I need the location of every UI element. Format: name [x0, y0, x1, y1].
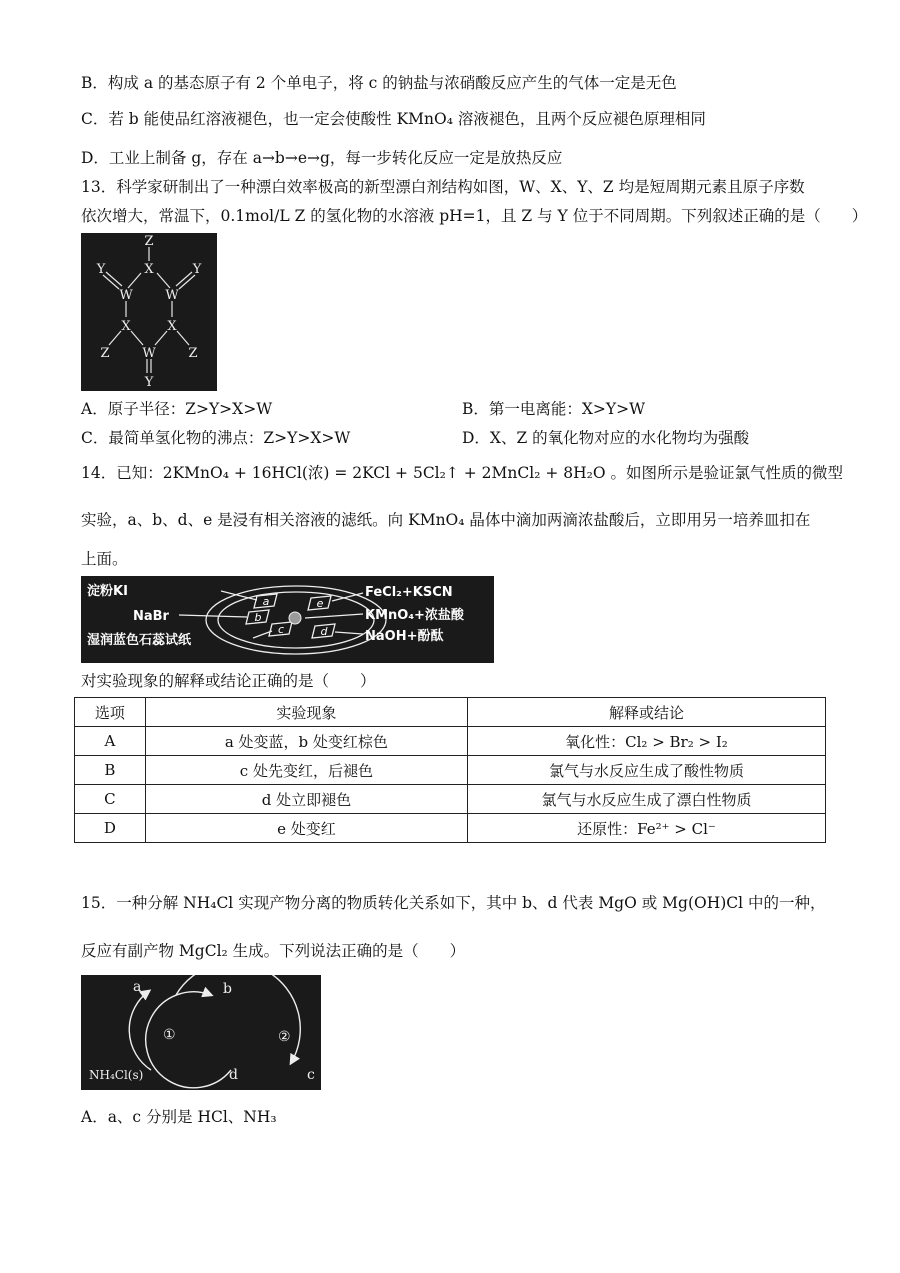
cycle-step2: ② — [278, 1029, 291, 1045]
table-cell: d 处立即褪色 — [145, 785, 467, 814]
q13-option-c: C．最简单氢化物的沸点：Z>Y>X>W — [81, 429, 351, 447]
cycle-c: c — [307, 1067, 315, 1083]
q14-question: 对实验现象的解释或结论正确的是（ ） — [81, 672, 376, 690]
atom-w-left: W — [119, 288, 133, 303]
table-cell: e 处变红 — [145, 814, 467, 843]
label-kmno4-hcl: KMnO₄+浓盐酸 — [365, 608, 464, 623]
table-cell: 还原性：Fe²⁺ > Cl⁻ — [467, 814, 825, 843]
q15-cycle-figure — [81, 975, 321, 1090]
table-cell: c 处先变红，后褪色 — [145, 756, 467, 785]
q14-stem-line1: 14．已知：2KMnO₄ + 16HCl(浓) = 2KCl + 5Cl₂↑ + 2MnCl₂ + 8H₂O 。如图所示是验证氯气性质的微型 — [81, 464, 843, 482]
table-row — [75, 727, 826, 756]
table-header-option: 选项 — [75, 698, 146, 727]
table-row — [75, 814, 826, 843]
q12-option-c: C．若 b 能使品红溶液褪色，也一定会使酸性 KMnO₄ 溶液褪色，且两个反应褪色原理相同 — [81, 110, 706, 128]
label-fecl2-kscn: FeCl₂+KSCN — [365, 585, 453, 600]
atom-x-top: X — [144, 262, 154, 277]
atom-w-right: W — [165, 288, 179, 303]
kmno4-crystal — [289, 612, 301, 624]
table-cell: C — [75, 785, 146, 814]
q15-cycle-svg — [81, 975, 321, 1090]
label-starch-ki: 淀粉KI — [87, 584, 128, 599]
q14-stem-line2: 实验，a、b、d、e 是浸有相关溶液的滤纸。向 KMnO₄ 晶体中滴加两滴浓盐酸后，立即用另一培养皿扣在 — [81, 511, 811, 529]
paper-a: a — [262, 595, 270, 608]
q13-stem-line2: 依次增大，常温下，0.1mol/L Z 的氢化物的水溶液 pH=1，且 Z 与 Y 位于不同周期。下列叙述正确的是（ ） — [81, 207, 868, 225]
q12-option-d: D．工业上制备 g，存在 a→b→e→g，每一步转化反应一定是放热反应 — [81, 149, 563, 167]
q14-experiment-figure — [81, 576, 494, 663]
cycle-d: d — [229, 1067, 238, 1083]
table-header-phenomenon: 实验现象 — [145, 698, 467, 727]
table-cell: 氯气与水反应生成了酸性物质 — [467, 756, 825, 785]
q15-stem-line1: 15．一种分解 NH₄Cl 实现产物分离的物质转化关系如下，其中 b、d 代表 MgO 或 Mg(OH)Cl 中的一种， — [81, 894, 826, 912]
atom-z-left: Z — [100, 346, 110, 361]
q14-stem-line3: 上面。 — [81, 550, 128, 568]
q15-stem-line2: 反应有副产物 MgCl₂ 生成。下列说法正确的是（ ） — [81, 942, 466, 960]
q14-answer-table — [74, 697, 826, 843]
paper-b: b — [254, 611, 262, 624]
atom-x-right: X — [167, 319, 177, 334]
table-header-conclusion: 解释或结论 — [467, 698, 825, 727]
q15-option-a: A．a、c 分别是 HCl、NH₃ — [81, 1108, 277, 1126]
table-row — [75, 756, 826, 785]
label-litmus-paper: 湿润蓝色石蕊试纸 — [87, 633, 192, 648]
q13-structure-figure — [81, 233, 217, 391]
label-nabr: NaBr — [133, 609, 169, 624]
atom-y-left: Y — [96, 262, 106, 277]
atom-y-bottom: Y — [144, 375, 154, 390]
label-naoh-phenolphthalein: NaOH+酚酞 — [365, 629, 444, 644]
paper-d: d — [320, 625, 328, 638]
paper-e: e — [316, 597, 324, 610]
q13-option-a: A．原子半径：Z>Y>X>W — [81, 400, 273, 418]
atom-z-right: Z — [188, 346, 198, 361]
cycle-start-nh4cl: NH₄Cl(s) — [89, 1068, 144, 1082]
atom-w-bottom: W — [142, 346, 156, 361]
atom-z-top: Z — [144, 234, 154, 249]
paper-c: c — [277, 623, 285, 636]
atom-y-right: Y — [192, 262, 202, 277]
cycle-b: b — [223, 981, 232, 997]
q13-option-d: D．X、Z 的氧化物对应的水化物均为强酸 — [462, 429, 750, 447]
q12-option-b: B．构成 a 的基态原子有 2 个单电子，将 c 的钠盐与浓硝酸反应产生的气体一定是无色 — [81, 74, 677, 92]
q13-stem-line1: 13．科学家研制出了一种漂白效率极高的新型漂白剂结构如图，W、X、Y、Z 均是短周期元素且原子序数 — [81, 178, 805, 196]
table-cell: B — [75, 756, 146, 785]
table-cell: a 处变蓝，b 处变红棕色 — [145, 727, 467, 756]
table-header-row — [75, 698, 826, 727]
table-cell: 氯气与水反应生成了漂白性物质 — [467, 785, 825, 814]
q14-experiment-svg — [81, 576, 494, 663]
atom-x-left: X — [121, 319, 131, 334]
table-cell: D — [75, 814, 146, 843]
q13-structure-svg — [81, 233, 217, 391]
q13-option-b: B．第一电离能：X>Y>W — [462, 400, 646, 418]
table-row — [75, 785, 826, 814]
cycle-a: a — [133, 979, 142, 995]
table-cell: A — [75, 727, 146, 756]
table-cell: 氧化性：Cl₂ > Br₂ > I₂ — [467, 727, 825, 756]
cycle-step1: ① — [163, 1027, 176, 1043]
